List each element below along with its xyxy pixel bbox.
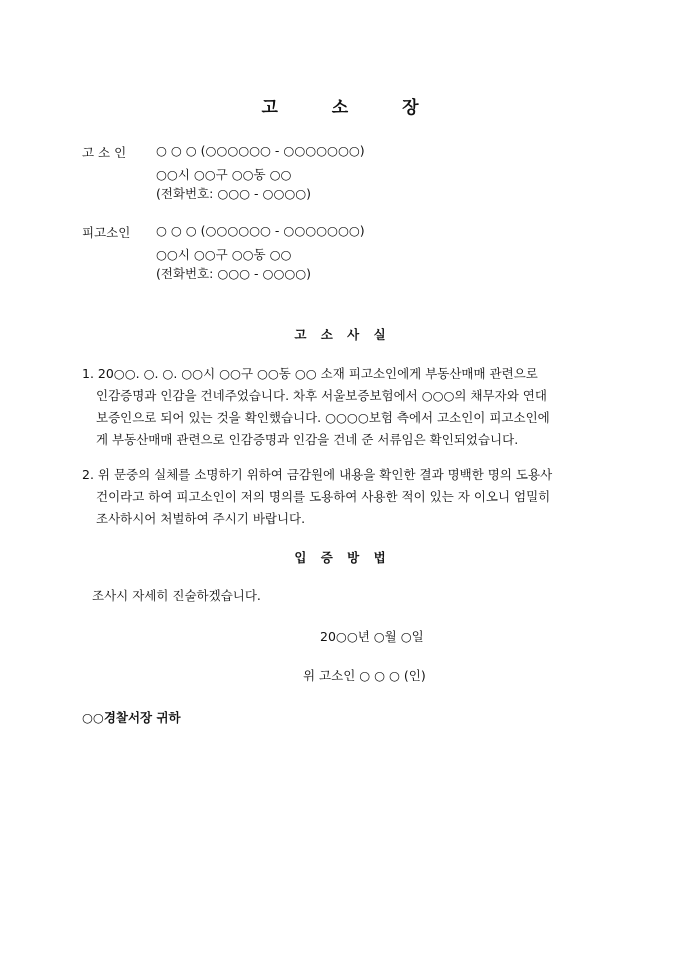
fact-1-line-4: 게 부동산매매 관련으로 인감증명과 인감을 건네 준 서류임은 확인되었습니다. [96,432,519,447]
addressee: ○○경찰서장 귀하 [82,710,181,725]
document-title: 고 소 장 [261,98,419,118]
complainant-address-line: ○○시 ○○구 ○○동 ○○ [156,167,292,182]
complainant-phone-line: (전화번호: ○○○ - ○○○○) [156,186,312,201]
fact-1-line-3: 보증인으로 되어 있는 것을 확인했습니다. ○○○○보험 측에서 고소인이 피고소인에 [96,410,550,425]
fact-2-line-1: 2. 위 문중의 실체를 소명하기 위하여 금감원에 내용을 확인한 결과 명백한 명의 도용사 [82,467,553,482]
fact-1-line-2: 인감증명과 인감을 건네주었습니다. 차후 서울보증보험에서 ○○○의 채무자와 연대 [96,388,547,403]
defendant-label: 피고소인 [82,225,131,240]
defendant-phone-line: (전화번호: ○○○ - ○○○○) [156,266,312,281]
date-line: 20○○년 ○월 ○일 [320,629,424,644]
signature-line: 위 고소인 ○ ○ ○ (인) [303,668,426,683]
fact-2-line-3: 조사하시어 처벌하여 주시기 바랍니다. [96,511,306,526]
fact-1-line-1: 1. 20○○. ○. ○. ○○시 ○○구 ○○동 ○○ 소재 피고소인에게 부동산매매 관련으로 [82,366,538,381]
fact-2-line-2: 건이라고 하여 피고소인이 저의 명의를 도용하여 사용한 적이 있는 자 이오니 엄밀히 [96,489,551,504]
facts-heading: 고 소 사 실 [294,327,386,342]
complainant-name-line: ○ ○ ○ (○○○○○○ - ○○○○○○○) [156,143,365,158]
defendant-address-line: ○○시 ○○구 ○○동 ○○ [156,247,292,262]
defendant-name-line: ○ ○ ○ (○○○○○○ - ○○○○○○○) [156,223,365,238]
complainant-label: 고 소 인 [82,145,127,160]
evidence-heading: 입 증 방 법 [294,550,386,565]
evidence-text: 조사시 자세히 진술하겠습니다. [92,588,261,603]
